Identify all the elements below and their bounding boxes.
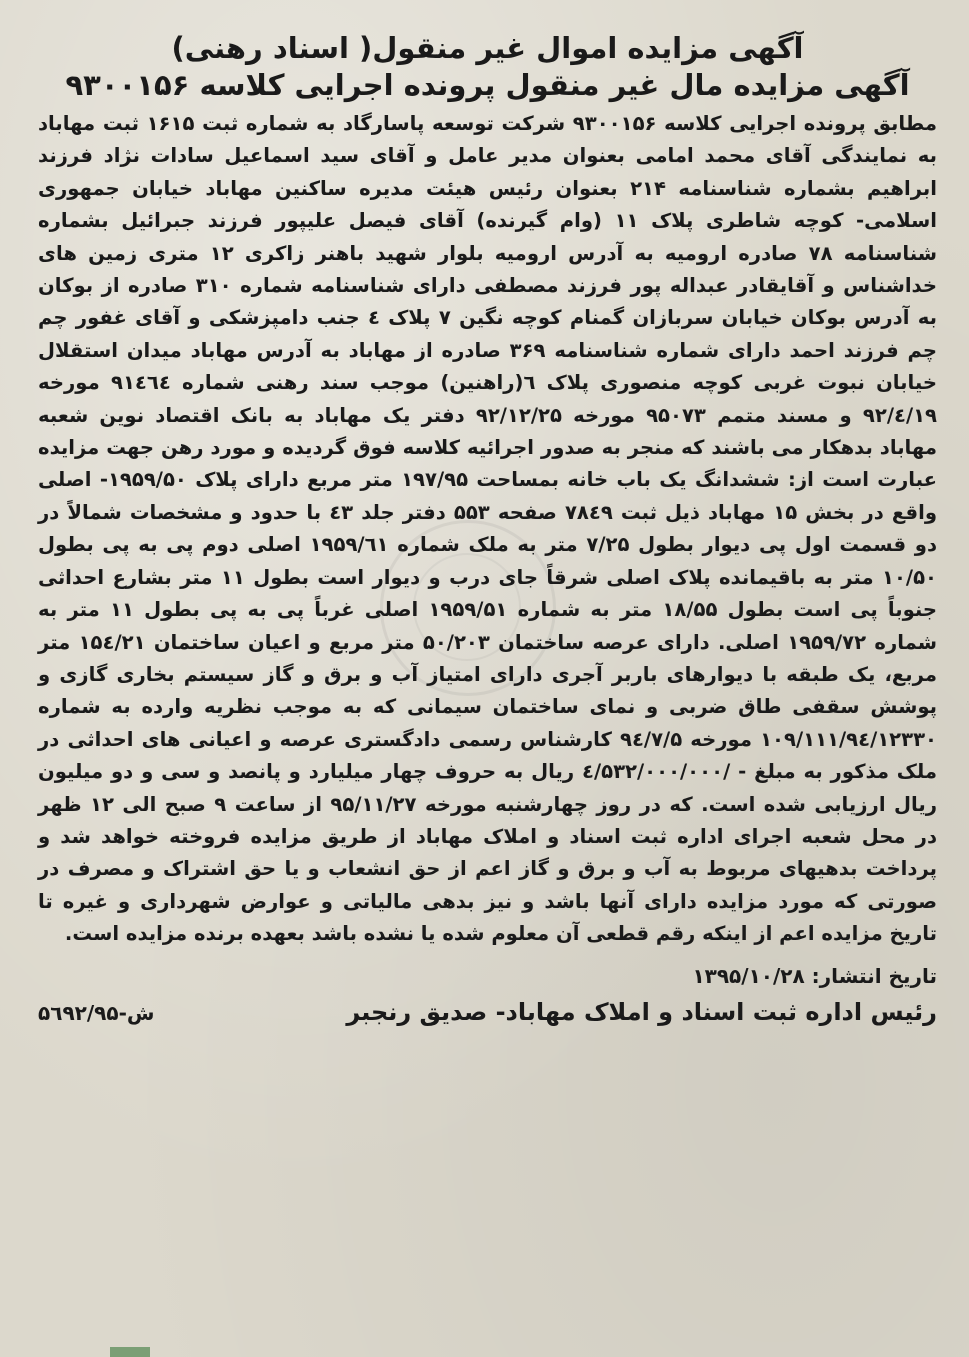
notice-footer: [38, 995, 937, 1029]
edge-mark: [110, 1347, 150, 1357]
notice-title: آگهی مزایده اموال غیر منقول( اسناد رهنی): [171, 31, 804, 65]
notice-subtitle: آگهی مزایده مال غیر منقول پرونده اجرایی کلاسه ۹۳۰۰۱۵۶: [65, 68, 910, 102]
signature-line: رئیس اداره ثبت اسناد و املاک مهاباد- صدیق رنجبر: [346, 997, 937, 1026]
notice-content: [38, 30, 937, 1029]
publication-date: تاریخ انتشار: ۱۳۹۵/۱۰/۲۸: [692, 963, 937, 988]
notice-body: مطابق پرونده اجرایی کلاسه ۹۳۰۰۱۵۶ شرکت توسعه پاسارگاد به شماره ثبت ۱۶۱۵ ثبت مهاباد به نمایندگی آقای محمد امامی بعنوان مدیر عامل و آقای سید اسماعیل سادات نژاد فرزند ابراهیم بشماره شناسنامه ۲۱۴ بعنوان رئیس هیئت مدیره ساکنین مهاباد خیابان جمهوری اسلامی- کوچه شاطری پلاک ۱۱ (وام گیرنده) آقای فیصل علیپور فرزند جبرائیل بشماره شناسنامه ۷۸ صادره ارومیه به آدرس ارومیه بلوار شهید باهنر زاکری ۱۲ متری زمین های خداشناس و آقایقادر عبداله پور فرزند مصطفی دارای شناسنامه شماره ۳۱۰ صادره از بوکان به آدرس بوکان خیابان سربازان گمنام کوچه نگین ۷ پلاک ٤ جنب دامپزشکی و آقای غفور چم چم فرزند احمد دارای شماره شناسنامه ۳۶۹ صادره از مهاباد به آدرس مهاباد میدان استقلال خیابان نبوت غربی کوچه منصوری پلاک ٦(راهنین) موجب سند رهنی شماره ۹۱٤٦٤ مورخه ۹۲/٤/۱۹ و مسند متمم ۹۵۰۷۳ مورخه ۹۲/۱۲/۲۵ دفتر یک مهاباد به بانک اقتصاد نوین شعبه مهاباد بدهکار می باشند که منجر به صدور اجرائیه کلاسه فوق گردیده و مورد رهن جهت مزایده عبارت است از: ششدانگ یک باب خانه بمساحت ۱۹۷/۹۵ متر مربع دارای پلاک ۱۹۵۹/۵۰- اصلی واقع در بخش ۱۵ مهاباد ذیل ثبت ۷۸٤۹ صفحه ۵۵۳ دفتر جلد ٤۳ با حدود و مشخصات شمالاً در دو قسمت اول پی دیوار بطول ۷/۲۵ متر به ملک شماره ۱۹۵۹/٦۱ اصلی دوم پی به پی بطول ۱۰/۵۰ متر به باقیمانده پلاک اصلی شرقاً جای درب و دیوار است بطول ۱۱ متر بشارع احداثی جنوباً پی است بطول ۱۸/۵۵ متر به شماره ۱۹۵۹/۵۱ اصلی غرباً پی به پی بطول ۱۱ متر به شماره ۱۹۵۹/۷۲ اصلی. دارای عرصه ساختمان ۵۰/۲۰۳ متر مربع و اعیان ساختمان ۱۵٤/۲۱ متر مربع، یک طبقه با دیوارهای باربر آجری دارای امتیاز آب و برق و گاز سیستم بخاری گازی و پوشش سقفی طاق ضربی و نمای ساختمان سیمانی که به موجب نظریه وارده به شماره ۱۰۹/۱۱۱/۹٤/۱۲۳۳۰ مورخه ۹٤/۷/۵ کارشناس رسمی دادگستری عرصه و اعیانی های احداثی در ملک مذکور به مبلغ - /٤/۵۳۲/۰۰۰/۰۰۰ ریال به حروف چهار میلیارد و پانصد و سی و دو میلیون ریال ارزیابی شده است. که در روز چهارشنبه مورخه ۹۵/۱۱/۲۷ از ساعت ۹ صبح الی ۱۲ ظهر در محل شعبه اجرای اداره ثبت اسناد و املاک مهاباد از طریق مزایده فروخته خواهد شد و پرداخت بدهیهای مربوط به آب و برق و گاز اعم از حق انشعاب و یا حق اشتراک و مصرف در صورتی که مورد مزایده دارای آنها باشد و نیز بدهی مالیاتی و عوارض شهرداری و غیره تا تاریخ مزایده اعم از اینکه رقم قطعی آن معلوم شده یا نشده باشد بعهده برنده مزایده است.: [38, 112, 938, 946]
reference-code: ۵٦۹۲/۹۵-ش: [38, 1000, 155, 1025]
